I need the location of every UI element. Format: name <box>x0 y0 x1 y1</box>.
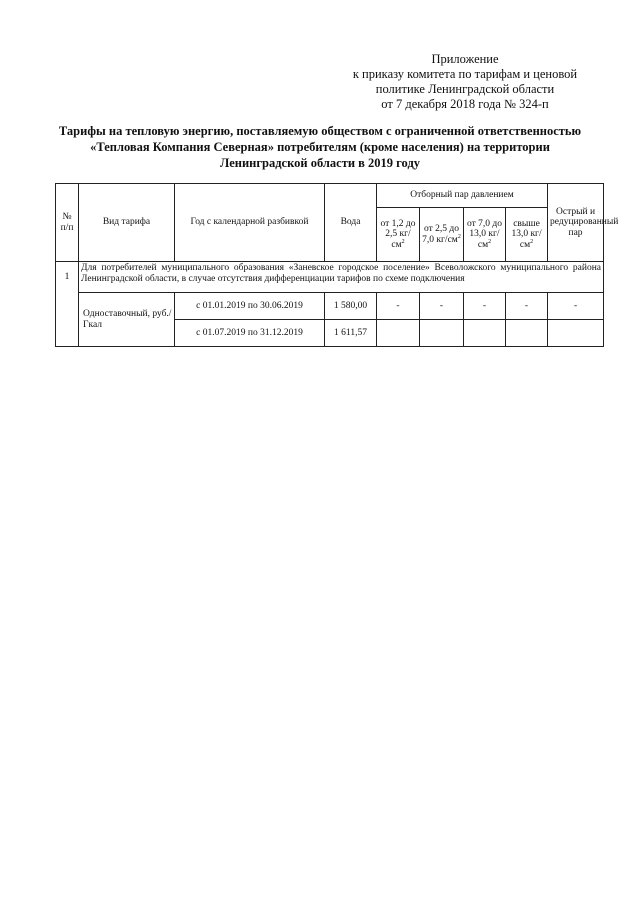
superscript: 2 <box>457 233 461 240</box>
title-line: Тарифы на тепловую энергию, поставляемую обществом с ограниченной ответственностью <box>58 124 582 138</box>
title-line: «Тепловая Компания Северная» потребителям (кроме населения) на территории <box>90 140 550 154</box>
title-line: Ленинградской области в 2019 году <box>219 156 421 170</box>
header-steam-4-label: свыше 13,0 кг/см <box>511 218 542 250</box>
steam-4-cell <box>506 320 548 347</box>
superscript: 2 <box>488 238 492 245</box>
document-title <box>30 123 610 171</box>
header-tariff-type: Вид тарифа <box>79 184 175 262</box>
header-steam-2-label: от 2,5 до 7,0 кг/см <box>422 224 459 245</box>
header-steam-3-label: от 7,0 до 13,0 кг/см <box>467 218 502 250</box>
steam-1-cell: - <box>377 293 420 320</box>
superscript: 2 <box>530 238 534 245</box>
header-num: № п/п <box>56 184 79 262</box>
tariff-table <box>55 183 619 347</box>
steam-3-cell <box>464 320 506 347</box>
sharp-steam-cell: - <box>548 293 604 320</box>
steam-4-cell: - <box>506 293 548 320</box>
period-cell: с 01.07.2019 по 31.12.2019 <box>175 320 325 347</box>
steam-1-cell <box>377 320 420 347</box>
table-row-description <box>56 262 604 293</box>
appendix-line: от 7 декабря 2018 года № 324-п <box>381 97 549 111</box>
header-steam-1-label: от 1,2 до 2,5 кг/см <box>380 218 416 250</box>
appendix-header <box>340 52 590 112</box>
header-sharp-steam: Острый и редуцированный пар <box>548 184 604 262</box>
header-steam-group: Отборный пар давлением <box>377 184 548 208</box>
sharp-steam-cell <box>548 320 604 347</box>
header-row-top <box>56 184 604 208</box>
header-steam-1 <box>377 208 420 262</box>
steam-3-cell: - <box>464 293 506 320</box>
appendix-line: к приказу комитета по тарифам и ценовой <box>352 67 578 81</box>
header-steam-3 <box>464 208 506 262</box>
water-cell: 1 611,57 <box>325 320 377 347</box>
header-water: Вода <box>325 184 377 262</box>
superscript: 2 <box>401 238 405 245</box>
steam-2-cell <box>420 320 464 347</box>
steam-2-cell: - <box>420 293 464 320</box>
water-cell: 1 580,00 <box>325 293 377 320</box>
row-number: 1 <box>56 262 79 347</box>
appendix-line: политике Ленинградской области <box>375 82 555 96</box>
header-period: Год с календарной разбивкой <box>175 184 325 262</box>
header-steam-2 <box>420 208 464 262</box>
period-cell: с 01.01.2019 по 30.06.2019 <box>175 293 325 320</box>
table-row <box>56 293 604 320</box>
header-steam-4 <box>506 208 548 262</box>
appendix-line: Приложение <box>431 52 499 66</box>
row-description: Для потребителей муниципального образования «Заневское городское поселение» Всеволожского муниципального района Ленинградской области, в случае отсутствия дифференциации тарифов по схеме подключения <box>79 262 604 293</box>
tariff-type-cell: Одноставочный, руб./Гкал <box>79 293 175 347</box>
